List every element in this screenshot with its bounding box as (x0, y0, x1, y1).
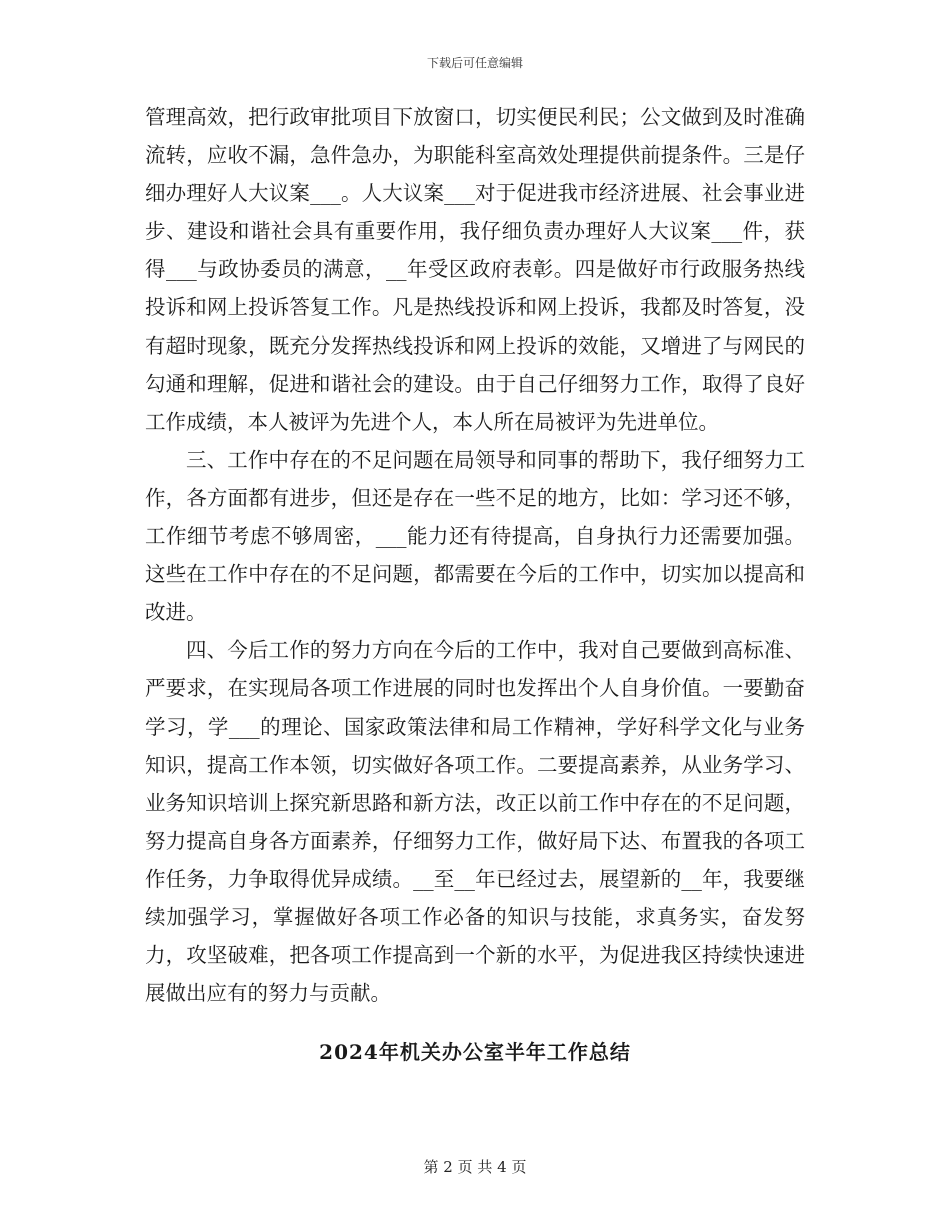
paragraph-continued: 管理高效，把行政审批项目下放窗口，切实便民利民；公文做到及时准确流转，应收不漏，急件急办，为职能科室高效处理提供前提条件。三是仔细办理好人大议案___。人大议案___对于促进我市经济进展、社会事业进步、建设和谐社会具有重要作用，我仔细负责办理好人大议案___件，获得___与政协委员的满意，__年受区政府表彰。四是做好市行政服务热线投诉和网上投诉答复工作。凡是热线投诉和网上投诉，我都及时答复，没有超时现象，既充分发挥热线投诉和网上投诉的效能，又增进了与网民的勾通和理解，促进和谐社会的建设。由于自己仔细努力工作，取得了良好工作成绩，本人被评为先进个人，本人所在局被评为先进单位。 (145, 105, 805, 434)
paragraph-section-three: 三、工作中存在的不足问题在局领导和同事的帮助下，我仔细努力工作，各方面都有进步，但还是存在一些不足的地方，比如：学习还不够，工作细节考虑不够周密，___能力还有待提高，自身执行力还需要加强。这些在工作中存在的不足问题，都需要在今后的工作中，切实加以提高和改进。 (145, 447, 805, 625)
page-number-footer: 第 2 页 共 4 页 (423, 1158, 527, 1176)
document-body (145, 98, 805, 1012)
document-title: 2024年机关办公室半年工作总结 (319, 1040, 631, 1064)
paragraph-section-four: 四、今后工作的努力方向在今后的工作中，我对自己要做到高标准、严要求，在实现局各项工作进展的同时也发挥出个人自身价值。一要勤奋学习，学___的理论、国家政策法律和局工作精神，学好科学文化与业务知识，提高工作本领，切实做好各项工作。二要提高素养，从业务学习、业务知识培训上探究新思路和新方法，改正以前工作中存在的不足问题，努力提高自身各方面素养，仔细努力工作，做好局下达、布置我的各项工作任务，力争取得优异成绩。__至__年已经过去，展望新的__年，我要继续加强学习，掌握做好各项工作必备的知识与技能，求真务实，奋发努力，攻坚破难，把各项工作提高到一个新的水平，为促进我区持续快速进展做出应有的努力与贡献。 (145, 638, 805, 1006)
header-note: 下载后可任意编辑 (426, 56, 523, 70)
